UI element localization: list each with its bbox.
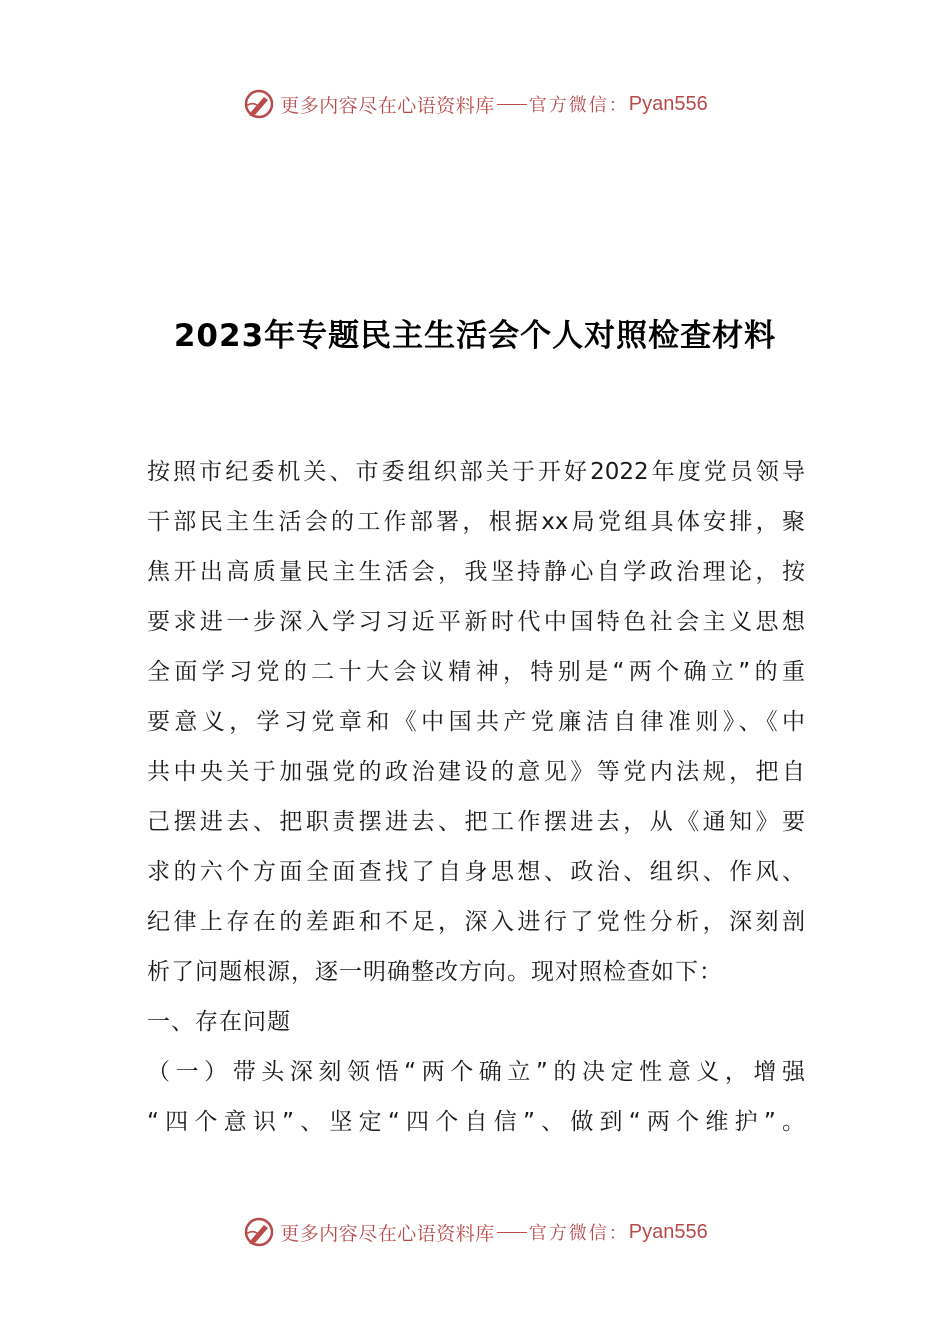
body-line: 己摆进去、把职责摆进去、把工作摆进去，从《通知》要 [147, 809, 805, 835]
body-line: 析了问题根源，逐一明确整改方向。现对照检查如下： [147, 959, 723, 985]
section-heading: 一、存在问题 [147, 1009, 291, 1035]
body-line: 全面学习党的二十大会议精神，特别是“两个确立”的重 [147, 659, 805, 685]
body-line: 干部民主生活会的工作部署，根据xx局党组具体安排，聚 [147, 509, 805, 535]
wechat-id: Pyan556 [628, 92, 708, 115]
banner-text: 更多内容尽在心语资料库 [280, 1222, 495, 1245]
footer-banner [0, 1212, 950, 1252]
body-line: 纪律上存在的差距和不足，深入进行了党性分析，深刻剖 [147, 909, 805, 935]
body-line: 求的六个方面全面查找了自身思想、政治、组织、作风、 [147, 859, 805, 885]
body-line: 按照市纪委机关、市委组织部关于开好2022年度党员领导 [147, 459, 805, 485]
banner-dash [497, 1232, 527, 1233]
banner-dash [497, 104, 527, 105]
wechat-label: 官方微信： [528, 95, 629, 116]
body-line: 焦开出高质量民主生活会，我坚持静心自学政治理论，按 [147, 559, 805, 585]
banner-text: 更多内容尽在心语资料库 [280, 94, 495, 117]
document-body [147, 447, 805, 1147]
body-line: 共中央关于加强党的政治建设的意见》等党内法规，把自 [147, 759, 805, 785]
subsection-heading: “四个意识”、坚定“四个自信”、做到“两个维护”。 [147, 1109, 805, 1135]
pen-logo-icon [242, 87, 276, 121]
wechat-label: 官方微信： [528, 1223, 629, 1244]
document-title: 2023年专题民主生活会个人对照检查材料 [173, 318, 777, 354]
wechat-id: Pyan556 [628, 1220, 708, 1243]
body-line: 要意义，学习党章和《中国共产党廉洁自律准则》、《中 [147, 709, 805, 735]
subsection-heading: （一）带头深刻领悟“两个确立”的决定性意义，增强 [147, 1059, 805, 1085]
header-banner [0, 84, 950, 124]
pen-logo-icon [242, 1215, 276, 1249]
body-line: 要求进一步深入学习习近平新时代中国特色社会主义思想 [147, 609, 805, 635]
